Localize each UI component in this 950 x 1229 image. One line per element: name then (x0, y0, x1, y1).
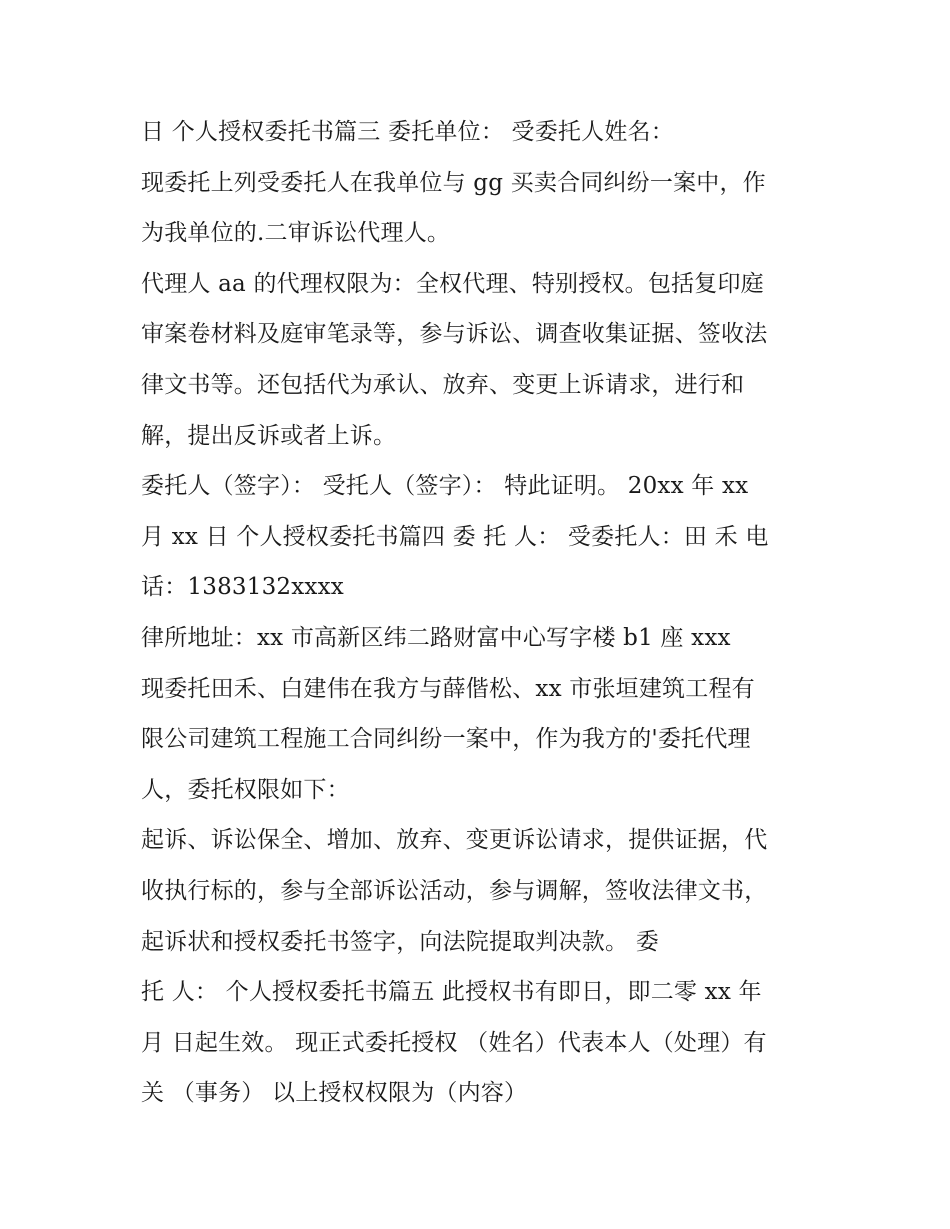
document-body (141, 107, 831, 1119)
text-line: 日 个人授权委托书篇三 委托单位： 受委托人姓名： (141, 119, 674, 145)
text-line: 话：1383132xxxx (141, 574, 344, 601)
text-line: 月 xx 日 个人授权委托书篇四 委 托 人： 受委托人：田 禾 电 (141, 523, 769, 550)
text-line: 现委托上列受委托人在我单位与 gg 买卖合同纠纷一案中，作 (141, 169, 766, 196)
text-line: 委托人（签字）： 受托人（签字）： 特此证明。 20xx 年 xx (141, 473, 749, 500)
text-line: 限公司建筑工程施工合同纠纷一案中，作为我方的'委托代理 (141, 726, 751, 753)
text-line: 现委托田禾、白建伟在我方与薛偕松、xx 市张垣建筑工程有 (141, 675, 755, 702)
text-line: 代理人 aa 的代理权限为：全权代理、特别授权。包括复印庭 (141, 270, 764, 297)
text-line: 托 人： 个人授权委托书篇五 此授权书有即日，即二零 xx 年 (141, 979, 762, 1006)
text-line: 解，提出反诉或者上诉。 (141, 422, 397, 449)
text-line: 律所地址：xx 市高新区纬二路财富中心写字楼 b1 座 xxx (141, 624, 731, 651)
text-line: 为我单位的.二审诉讼代理人。 (141, 220, 451, 247)
text-line: 律文书等。还包括代为承认、放弃、变更上诉请求，进行和 (141, 371, 745, 398)
text-line: 人，委托权限如下： (141, 776, 350, 803)
text-line: 起诉状和授权委托书签字，向法院提取判决款。 委 (141, 928, 659, 955)
text-line: 月 日起生效。 现正式委托授权 （姓名）代表本人（处理）有 (141, 1029, 767, 1056)
text-line: 收执行标的，参与全部诉讼活动，参与调解，签收法律文书， (141, 877, 768, 904)
text-line: 关 （事务） 以上授权权限为（内容） (141, 1080, 528, 1107)
text-line: 审案卷材料及庭审笔录等，参与诉讼、调查收集证据、签收法 (141, 321, 768, 348)
text-line: 起诉、诉讼保全、增加、放弃、变更诉讼请求，提供证据，代 (141, 827, 768, 854)
